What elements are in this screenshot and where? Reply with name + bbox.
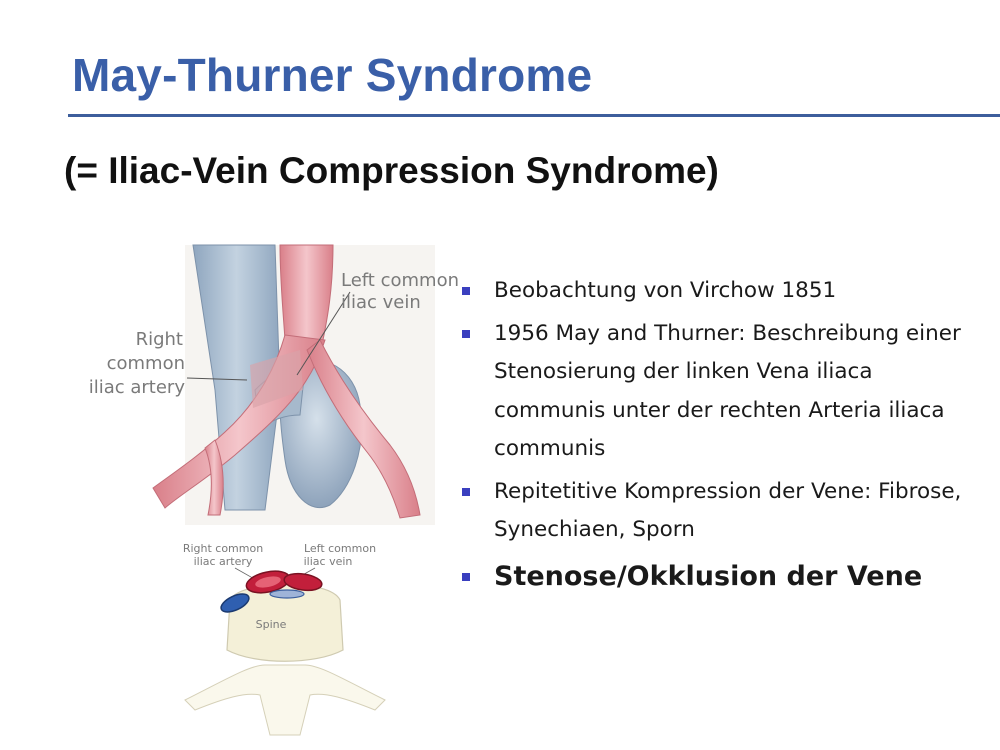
bullet-marker: [462, 330, 470, 338]
label-left-common-iliac-vein-2: iliac vein: [341, 292, 421, 313]
bullet-text: Beobachtung von Virchow 1851: [494, 278, 837, 303]
cs-compressed-left-vein: [270, 590, 304, 598]
bullet-item: [458, 272, 978, 311]
bullet-item-emphasis: [458, 554, 978, 600]
label-cs-right-artery-2: iliac artery: [193, 555, 253, 568]
bullet-text: Repitetitive Kompression der Vene: Fibrose, Synechiaen, Sporn: [494, 478, 962, 542]
slide-subtitle: (= Iliac-Vein Compression Syndrome): [64, 150, 719, 191]
label-cs-right-artery-1: Right common: [182, 542, 264, 555]
bullet-text: Stenose/Okklusion der Vene: [494, 560, 923, 592]
bullet-marker: [462, 488, 470, 496]
label-right-common-iliac-artery-2: common: [106, 353, 185, 374]
bullet-marker: [462, 573, 470, 581]
bullet-marker: [462, 287, 470, 295]
label-right-common-iliac-artery-1: Right: [135, 329, 183, 350]
label-right-common-iliac-artery-3: iliac artery: [88, 377, 185, 398]
vessel-diagram: [89, 245, 459, 525]
label-cs-left-vein-1: Left common: [303, 542, 377, 555]
label-spine: Spine: [255, 618, 287, 631]
anatomy-illustration: [75, 240, 495, 745]
vertebral-arch: [185, 665, 385, 735]
bullet-item: [458, 473, 978, 550]
aorta: [280, 245, 333, 340]
label-cs-left-vein-2: iliac vein: [303, 555, 353, 568]
label-left-common-iliac-vein-1: Left common: [341, 270, 459, 291]
slide-title: May-Thurner Syndrome: [72, 49, 593, 101]
bullet-text: 1956 May and Thurner: Beschreibung einer Stenosierung der linken Vena iliaca communis unter der rechten Arteria iliaca communis: [494, 320, 961, 461]
cross-section-diagram: [183, 542, 385, 735]
title-divider: [68, 114, 1000, 117]
bullet-list: [458, 272, 978, 604]
bullet-item: [458, 315, 978, 469]
